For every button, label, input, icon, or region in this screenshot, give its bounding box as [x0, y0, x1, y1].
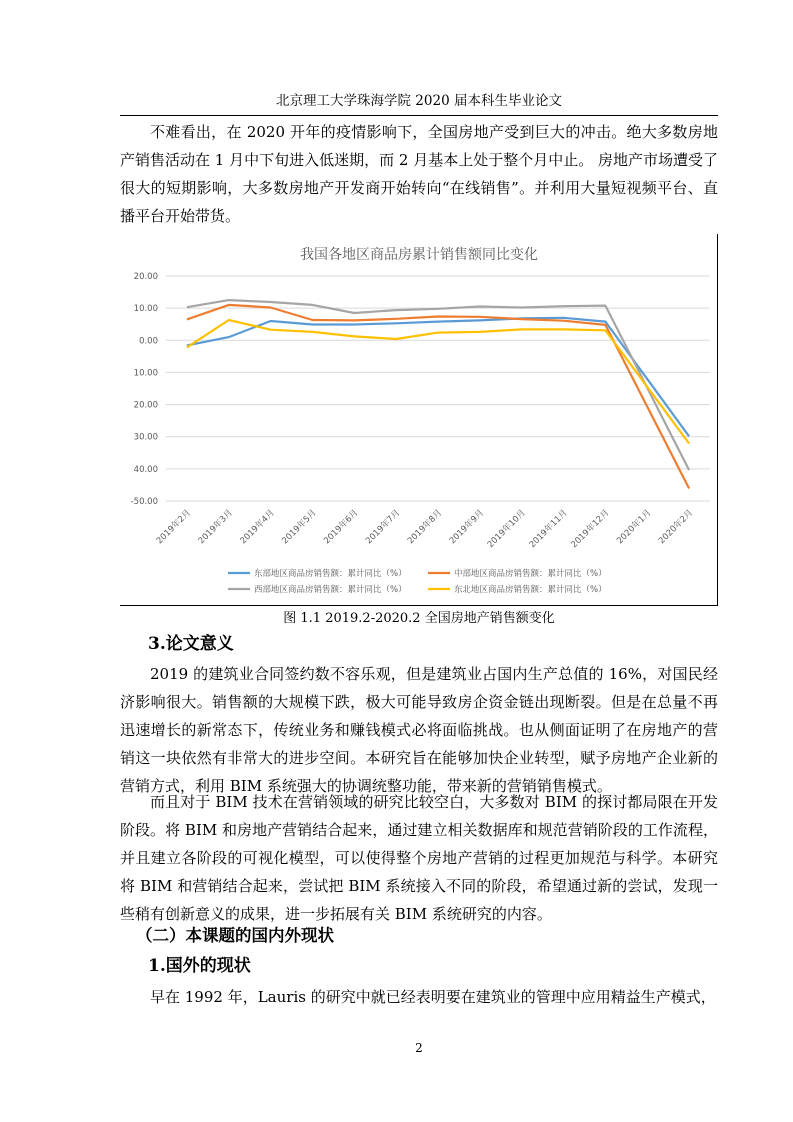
figure-chart: [120, 234, 718, 606]
y-tick-label: 20.00: [133, 272, 158, 282]
x-tick-label: 2020年2月: [656, 508, 696, 547]
y-tick-label: 20.00: [133, 400, 158, 411]
paragraph-3: 而且对于 BIM 技术在营销领域的研究比较空白，大多数对 BIM 的探讨都局限在开发阶段。将 BIM 和房地产营销结合起来，通过建立相关数据库和规范营销阶段的工作流程，并且建立各阶段的可视化模型，可以使得整个房地产营销的过程更加规范与科学。本研究将 BIM 和营销结合起来，尝试把 BIM 系统接入不同的阶段，希望通过新的尝试，发现一些稍有创新意义的成果，进一步拓展有关 BIM 系统研究的内容。: [120, 793, 718, 923]
line-chart: [120, 234, 718, 606]
legend-label: 东部地区商品房销售额：累计同比（%）: [254, 569, 407, 579]
section-heading-significance: 3.论文意义: [148, 634, 234, 654]
series-line: [187, 318, 689, 437]
x-tick-label: 2019年11月: [527, 508, 570, 551]
page-header: 北京理工大学珠海学院 2020 届本科生毕业论文: [276, 93, 562, 109]
x-tick-label: 2019年9月: [447, 508, 486, 547]
paragraph-2: 2019 的建筑业合同签约数不容乐观，但是建筑业占国内生产总值的 16%，对国民经济影响很大。销售额的大规模下跌，极大可能导致房企资金链出现断裂。但是在总量不再迅速增长的新常态下，传统业务和赚钱模式必将面临挑战。也从侧面证明了在房地产的营销这一块依然有非常大的进步空间。本研究旨在能够加快企业转型，赋予房地产企业新的营销方式，利用 BIM 系统强大的协调统整功能，带来新的营销销售模式。: [120, 665, 718, 795]
y-tick-label: 10.00: [133, 368, 158, 379]
chart-title: 我国各地区商品房累计销售额同比变化: [300, 247, 538, 263]
x-tick-label: 2019年12月: [569, 508, 612, 551]
x-tick-label: 2019年8月: [405, 508, 445, 547]
x-tick-label: 2019年6月: [322, 508, 361, 547]
x-tick-label: 2019年5月: [280, 508, 319, 547]
paragraph-1: 不难看出，在 2020 开年的疫情影响下，全国房地产受到巨大的冲击。绝大多数房地产销售活动在 1 月中下旬进入低迷期，而 2 月基本上处于整个月中止。 房地产市场遭受了很大的短期影响，大多数房地产开发商开始转向“在线销售”。并利用大量短视频平台、直播平台开始带货。: [120, 123, 718, 225]
y-tick-label: 40.00: [133, 464, 158, 475]
y-tick-label: -50.00: [130, 497, 158, 507]
y-tick-label: 10.00: [133, 304, 158, 315]
figure-caption: 图 1.1 2019.2-2020.2 全国房地产销售额变化: [283, 611, 555, 626]
x-tick-label: 2019年4月: [238, 508, 277, 547]
header-rule: [120, 115, 718, 116]
legend-label: 东北地区商品房销售额：累计同比（%）: [454, 585, 607, 595]
y-tick-label: 0.00: [139, 336, 158, 347]
series-line: [187, 320, 689, 444]
section-heading-status: （二）本课题的国内外现状: [136, 926, 334, 945]
page-number: 2: [415, 1041, 423, 1055]
paragraph-4: 早在 1992 年，Lauris 的研究中就已经表明要在建筑业的管理中应用精益生产模式，: [150, 988, 716, 1006]
y-tick-label: 30.00: [133, 432, 158, 443]
x-tick-label: 2020年1月: [615, 508, 654, 547]
x-tick-label: 2019年2月: [154, 508, 194, 547]
section-heading-foreign: 1.国外的现状: [148, 956, 251, 976]
legend-label: 西部地区商品房销售额：累计同比（%）: [254, 585, 407, 595]
x-tick-label: 2019年10月: [485, 508, 528, 551]
legend-label: 中部地区商品房销售额：累计同比（%）: [454, 569, 607, 579]
x-tick-label: 2019年3月: [196, 508, 235, 547]
series-line: [187, 300, 689, 470]
x-tick-label: 2019年7月: [364, 508, 403, 547]
